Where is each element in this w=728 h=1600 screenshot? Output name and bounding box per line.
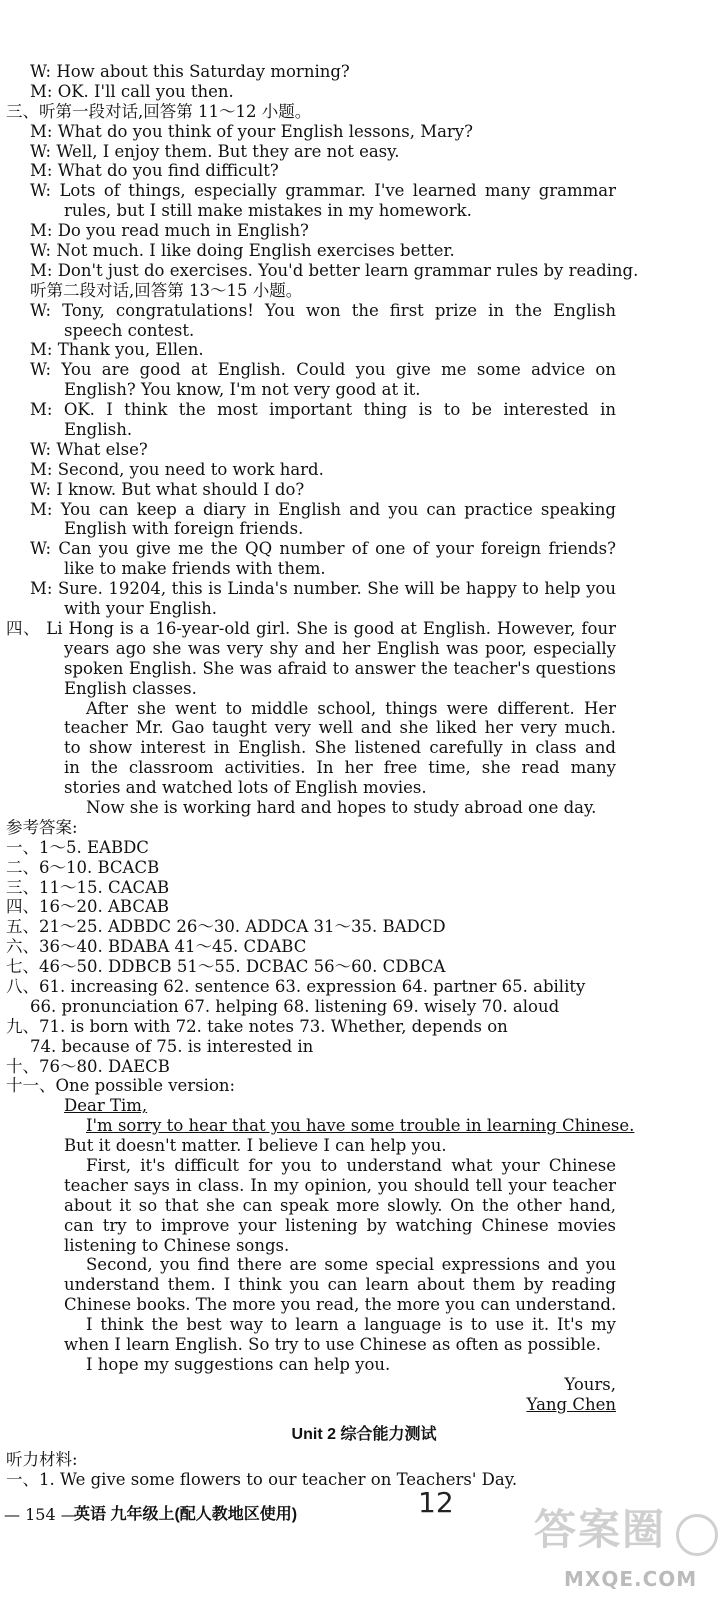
text-line: After she went to middle school, things were different. Her <box>86 698 616 718</box>
text-line: English. <box>64 420 133 440</box>
text-line: 一、1～5. EABDC <box>6 837 149 857</box>
text-line: W: Not much. I like doing English exercises better. <box>30 241 455 261</box>
text-line: I'm sorry to hear that you have some trouble in learning Chinese. <box>86 1116 635 1136</box>
text-line: M: Second, you need to work hard. <box>30 459 324 479</box>
text-line: 六、36～40. BDABA 41～45. CDABC <box>6 937 307 957</box>
text-line: with your English. <box>64 599 218 619</box>
text-line: I think the best way to learn a language is to use it. It's my <box>86 1315 616 1335</box>
text-line: years ago she was very shy and her English was poor, especially <box>64 638 616 658</box>
text-line: W: You are good at English. Could you give me some advice on <box>30 360 616 380</box>
text-line: 七、46～50. DDBCB 51～55. DCBAC 56～60. CDBCA <box>6 957 446 977</box>
listening-material <box>0 1450 728 1490</box>
text-line: But it doesn't matter. I believe I can help you. <box>64 1136 447 1156</box>
text-line: W: Lots of things, especially grammar. I've learned many grammar <box>30 181 616 201</box>
text-body <box>0 62 728 1415</box>
text-line: English with foreign friends. <box>64 519 304 539</box>
text-line: 四、 Li Hong is a 16-year-old girl. She is good at English. However, four <box>6 618 616 638</box>
text-line: speech contest. <box>64 320 195 340</box>
text-line: 参考答案: <box>6 817 78 837</box>
text-line: M: Do you read much in English? <box>30 221 309 241</box>
text-line: like to make friends with them. <box>64 559 326 579</box>
text-line: 听第二段对话,回答第 13～15 小题。 <box>30 280 303 300</box>
text-line: can try to improve your listening by watching Chinese movies <box>64 1215 616 1235</box>
text-line: in the classroom activities. In her free time, she read many <box>64 758 616 778</box>
text-line: 八、61. increasing 62. sentence 63. expression 64. partner 65. ability <box>6 976 586 996</box>
text-line: M: What do you find difficult? <box>30 161 279 181</box>
text-line: spoken English. She was afraid to answer the teacher's questions <box>64 658 616 678</box>
watermark-logo <box>528 1505 718 1598</box>
text-line: when I learn English. So try to use Chinese as often as possible. <box>64 1335 601 1354</box>
text-line: listening to Chinese songs. <box>64 1235 290 1255</box>
text-line: 四、16～20. ABCAB <box>6 897 169 917</box>
text-line: W: What else? <box>30 439 148 459</box>
text-line: 十一、One possible version: <box>6 1076 236 1096</box>
text-line: teacher says in class. In my opinion, you should tell your teacher <box>64 1175 616 1195</box>
text-line: Chinese books. The more you read, the more you can understand. <box>64 1295 617 1315</box>
text-line: about it so that she can speak more slowly. On the other hand, <box>64 1195 616 1215</box>
text-line: M: You can keep a diary in English and you can practice speaking <box>30 499 616 519</box>
text-line: Now she is working hard and hopes to study abroad one day. <box>86 797 597 817</box>
text-line: 十、76～80. DAECB <box>6 1056 170 1076</box>
answer-page <box>0 62 728 1490</box>
watermark-site: MXQE.COM <box>564 1567 698 1591</box>
text-line: M: Thank you, Ellen. <box>30 340 204 360</box>
text-line: First, it's difficult for you to understand what your Chinese <box>86 1155 616 1175</box>
text-line: 二、6～10. BCACB <box>6 857 160 877</box>
text-line: English classes. <box>64 678 197 698</box>
text-line: Yang Chen <box>526 1394 616 1414</box>
text-line: 三、11～15. CACAB <box>6 877 170 897</box>
text-line: 九、71. is born with 72. take notes 73. Whether, depends on <box>6 1016 508 1036</box>
text-line: teacher Mr. Gao taught very well and she liked her very much. <box>64 718 616 738</box>
text-line: I hope my suggestions can help you. <box>86 1354 391 1374</box>
text-line: stories and watched lots of English movies. <box>64 778 427 798</box>
text-line: understand them. I think you can learn about them by reading <box>64 1275 616 1295</box>
text-line: Second, you find there are some special expressions and you <box>86 1255 616 1275</box>
text-line: 听力材料: <box>6 1450 78 1470</box>
page-number: — 154 — <box>4 1505 77 1524</box>
text-line: M: OK. I'll call you then. <box>30 81 234 101</box>
text-line: to show interest in English. She listened carefully in class and <box>64 738 616 758</box>
text-line: W: How about this Saturday morning? <box>30 62 350 81</box>
text-line: W: Well, I enjoy them. But they are not easy. <box>30 141 400 161</box>
text-line: 三、听第一段对话,回答第 11～12 小题。 <box>6 101 312 121</box>
text-line: Yours, <box>564 1374 616 1394</box>
text-line: W: Tony, congratulations! You won the first prize in the English <box>30 300 616 320</box>
handwritten-mark: 12 <box>418 1486 454 1519</box>
book-title: 英语 九年级上(配人教地区使用) <box>74 1506 298 1523</box>
text-line: English? You know, I'm not very good at it. <box>64 380 421 400</box>
text-line: Dear Tim, <box>64 1096 148 1116</box>
text-line: M: Don't just do exercises. You'd better learn grammar rules by reading. <box>30 260 639 280</box>
text-line: 一、1. We give some flowers to our teacher on Teachers' Day. <box>6 1470 518 1490</box>
text-line: 五、21～25. ADBDC 26～30. ADDCA 31～35. BADCD <box>6 917 446 937</box>
watermark-brand: 答案圈 <box>534 1505 667 1554</box>
text-line: rules, but I still make mistakes in my homework. <box>64 201 472 221</box>
text-line: W: I know. But what should I do? <box>30 479 305 499</box>
unit-title: Unit 2 综合能力测试 <box>291 1425 437 1443</box>
text-line: 74. because of 75. is interested in <box>30 1036 314 1056</box>
text-line: M: What do you think of your English lessons, Mary? <box>30 121 473 141</box>
watermark-ring-icon <box>676 1514 718 1556</box>
text-line: M: Sure. 19204, this is Linda's number. She will be happy to help you <box>30 579 616 599</box>
text-line: W: Can you give me the QQ number of one of your foreign friends? <box>30 539 616 559</box>
text-line: M: OK. I think the most important thing is to be interested in <box>30 400 616 420</box>
text-line: 66. pronunciation 67. helping 68. listening 69. wisely 70. aloud <box>30 996 560 1016</box>
